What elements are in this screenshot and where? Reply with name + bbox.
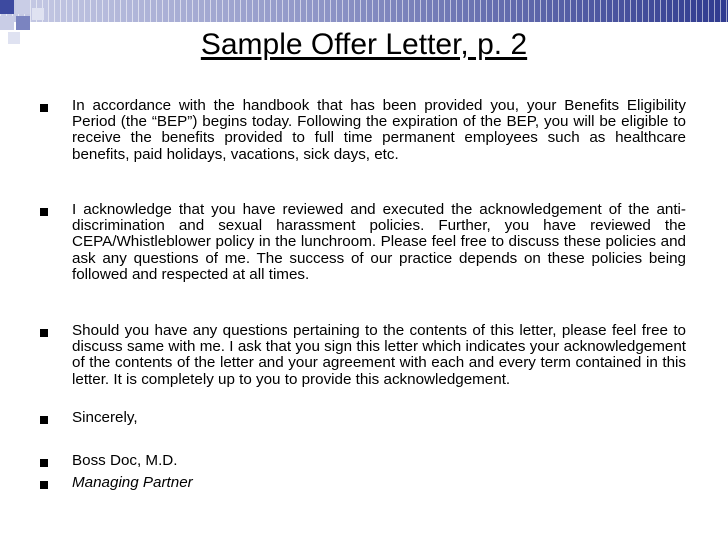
square-bullet-icon xyxy=(40,208,48,216)
bullet-text: Sincerely, xyxy=(72,409,138,426)
square-bullet-icon xyxy=(40,481,48,489)
header-band xyxy=(0,0,728,22)
bullet-text: Managing Partner xyxy=(72,474,193,491)
slide-title-text: Sample Offer Letter, p. 2 xyxy=(200,28,528,61)
square-bullet-icon xyxy=(40,104,48,112)
square-bullet-icon xyxy=(40,329,48,337)
square-bullet-icon xyxy=(40,416,48,424)
bullet-text: Should you have any questions pertaining to the contents of this letter, please feel free to discuss same with me. I ask that you sign this letter which indicates your acknowledgement of the contents of the letter and your agreement with each and every term contained in this letter. It is completely up to you to provide this acknowledgement. xyxy=(72,322,686,388)
bullet-text: In accordance with the handbook that has been provided you, your Benefits Eligibility Period (the “BEP”) begins today. Following the expiration of the BEP, you will be eligible to receive the benefits provided to full time permanent employees such as healthcare benefits, paid holidays, vacations, sick days, etc. xyxy=(72,97,686,163)
bullet-text: I acknowledge that you have reviewed and executed the acknowledgement of the anti- discrimination and sexual harassment policies. Further, you have reviewed the CEPA/Whistleblower policy in the lunchroom. Please feel free to discuss these policies and ask any questions of me. The success of our practice depends on these policies being followed and respected at all times. xyxy=(72,201,686,283)
slide-title xyxy=(0,28,728,62)
square-bullet-icon xyxy=(40,459,48,467)
bullet-text: Boss Doc, M.D. xyxy=(72,452,178,469)
